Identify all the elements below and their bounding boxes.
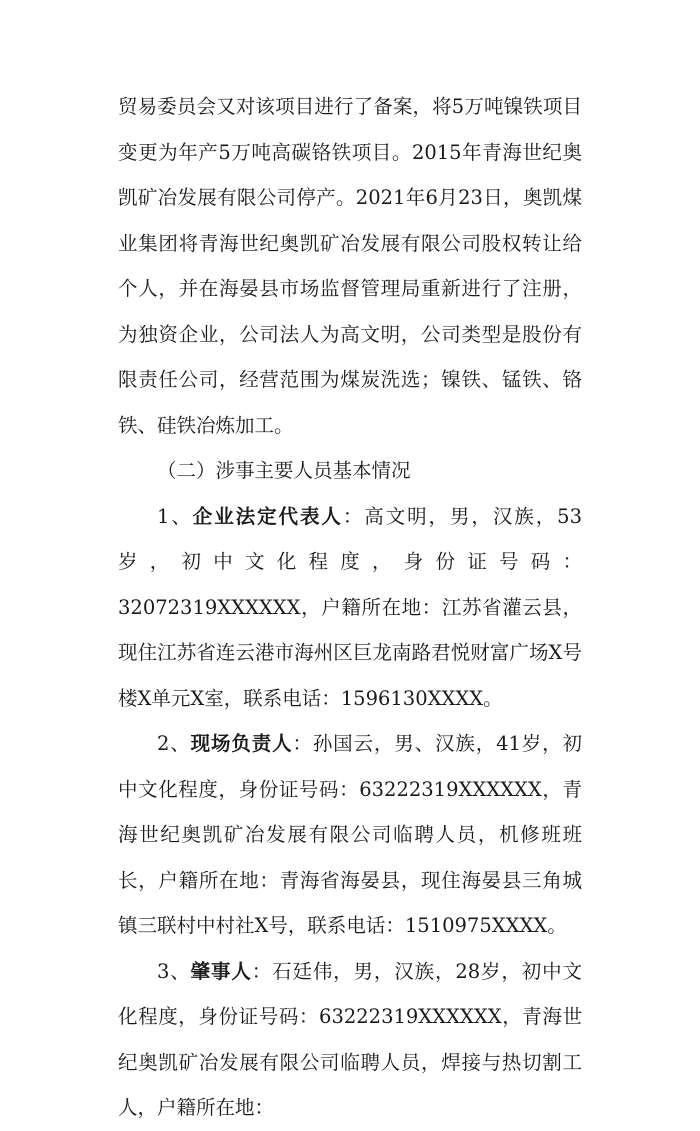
person-role: 现场负责人 bbox=[190, 732, 293, 755]
person-paragraph-3 bbox=[118, 949, 582, 1131]
section-heading: （二）涉事主要人员基本情况 bbox=[157, 459, 411, 482]
person-role: 肇事人 bbox=[190, 959, 252, 983]
person-details: ：高文明，男，汉族，53岁，初中文化程度，身份证号码：32072319XXXXXX，户籍所在地：江苏省灌云县，现住江苏省连云港市海州区巨龙南路君悦财富广场X号楼X单元X室，联系电话：1596130XXXX。 bbox=[118, 504, 582, 710]
document-body bbox=[118, 84, 582, 1131]
background-paragraph: 贸易委员会又对该项目进行了备案，将5万吨镍铁项目变更为年产5万吨高碳铬铁项目。2015年青海世纪奥凯矿冶发展有限公司停产。2021年6月23日，奥凯煤业集团将青海世纪奥凯矿冶发展有限公司股权转让给个人，并在海晏县市场监督管理局重新进行了注册，为独资企业，公司法人为高文明，公司类型是股份有限责任公司，经营范围为煤炭洗选；镍铁、锰铁、铬铁、硅铁冶炼加工。 bbox=[118, 95, 582, 437]
person-number: 1、 bbox=[157, 504, 193, 528]
person-paragraph-1 bbox=[118, 494, 582, 722]
person-number: 3、 bbox=[157, 959, 191, 983]
person-details: ：孙国云，男、汉族，41岁，初中文化程度，身份证号码：63222319XXXXXX，青海世纪奥凯矿冶发展有限公司临聘人员，机修班班长，户籍所在地：青海省海晏县，现住海晏县三角城镇三联村中村社X号，联系电话：1510975XXXX。 bbox=[118, 732, 582, 937]
person-role: 企业法定代表人 bbox=[192, 504, 343, 528]
person-details: ：石廷伟，男，汉族，28岁，初中文化程度，身份证号码：63222319XXXXXX，青海世纪奥凯矿冶发展有限公司临聘人员，焊接与热切割工人，户籍所在地： bbox=[118, 959, 582, 1119]
person-number: 2、 bbox=[157, 732, 191, 755]
person-paragraph-2 bbox=[118, 721, 582, 949]
